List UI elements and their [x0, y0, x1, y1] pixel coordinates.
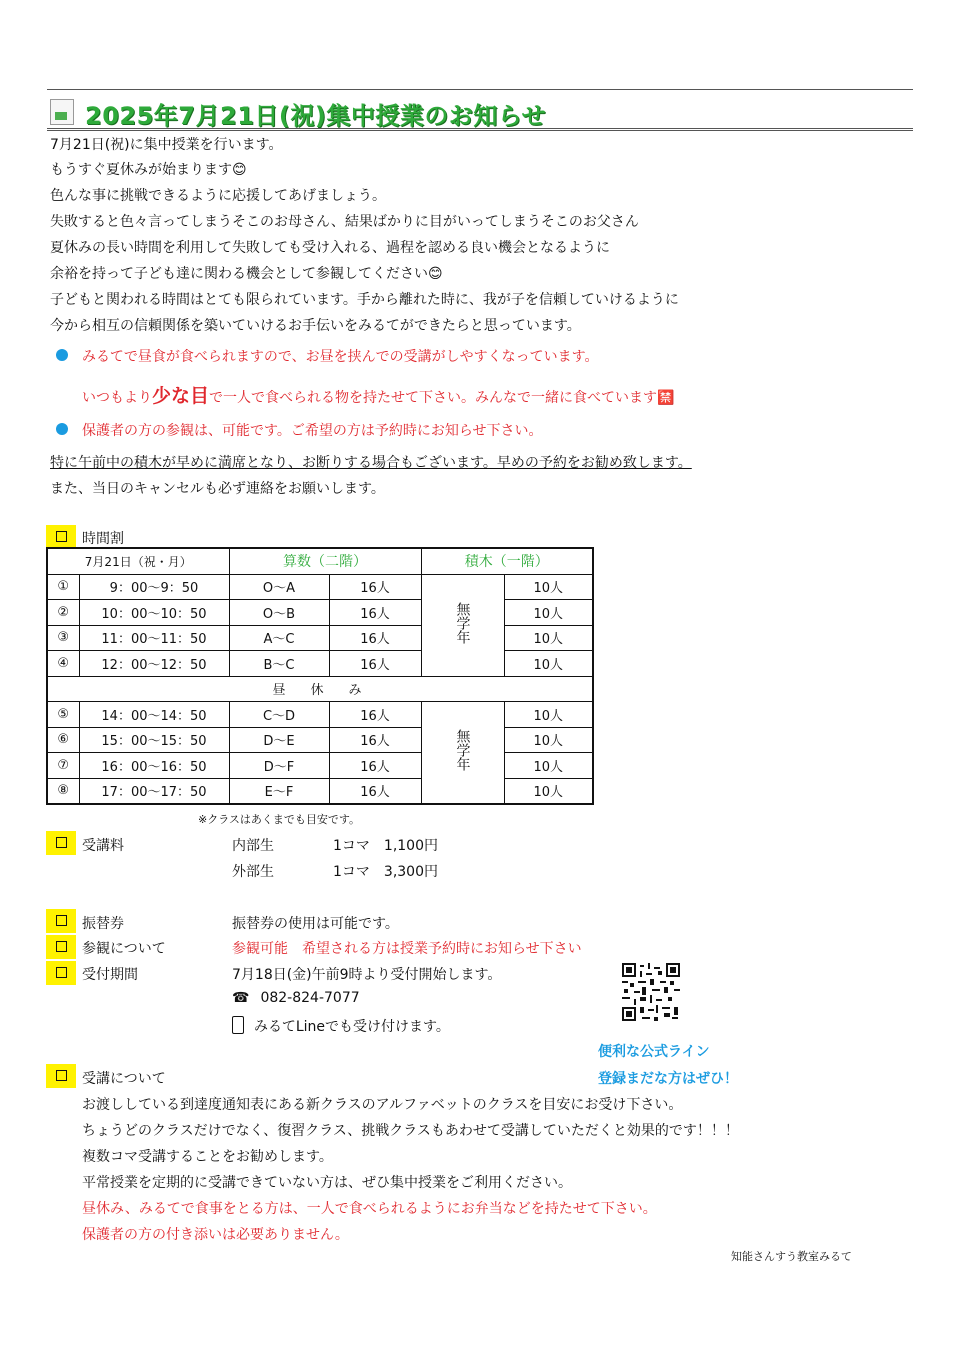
tsumiki-capacity: 10人 [504, 702, 593, 728]
footer-school-name: 知能さんすう教室みるて [731, 1250, 852, 1263]
table-row [47, 625, 593, 651]
line-contact-text: みるてLineでも受け付けます。 [254, 1019, 450, 1035]
period-number: ② [47, 600, 79, 626]
period-time: 14：00～14：50 [79, 702, 229, 728]
capacity: 16人 [329, 651, 421, 677]
period-time: 11：00～11：50 [79, 625, 229, 651]
tsumiki-header: 積木（一階） [421, 548, 593, 574]
intro-line: 色んな事に挑戦できるように応援してあげましょう。 [50, 188, 386, 204]
bullet-icon [56, 349, 68, 361]
notice-reservation: 特に午前中の積木が早めに満席となり、お断りする場合もございます。早めの予約をお勧め致します。 [50, 455, 692, 471]
capacity: 16人 [329, 753, 421, 779]
capacity: 16人 [329, 600, 421, 626]
fee-external-value: 1コマ 3,300円 [333, 864, 438, 880]
class-range: A～C [229, 625, 329, 651]
calendar-icon [50, 99, 74, 125]
period-time: 10：00～10：50 [79, 600, 229, 626]
fee-internal-value: 1コマ 1,100円 [333, 838, 438, 854]
section-checkbox-icon [46, 961, 76, 985]
section-uketsuke-label: 受付期間 [82, 967, 138, 983]
tsumiki-capacity: 10人 [504, 600, 593, 626]
class-range: C～D [229, 702, 329, 728]
mobile-phone-icon [232, 1016, 244, 1034]
jukou-line: 複数コマ受講することをお勧めします。 [82, 1149, 333, 1165]
period-time: 16：00～16：50 [79, 753, 229, 779]
sankan-text: 参観可能 希望される方は授業予約時にお知らせ下さい [232, 941, 582, 957]
mugaku-label: 無学年 [454, 601, 471, 644]
fee-external-label: 外部生 [232, 864, 274, 880]
class-range: B～C [229, 651, 329, 677]
intro-line: 7月21日(祝)に集中授業を行います。 [50, 137, 283, 153]
period-number: ⑦ [47, 753, 79, 779]
class-range: O～A [229, 574, 329, 600]
period-number: ① [47, 574, 79, 600]
period-number: ⑥ [47, 727, 79, 753]
furikae-text: 振替券の使用は可能です。 [232, 916, 399, 932]
tsumiki-capacity: 10人 [504, 778, 593, 804]
line-promo-1: 便利な公式ライン [598, 1044, 710, 1060]
jukou-red-line: 保護者の方の付き添いは必要ありません。 [82, 1227, 349, 1243]
intro-line: 今から相互の信頼関係を築いていけるお手伝いをみるてができたらと思っています。 [50, 318, 581, 334]
section-checkbox-icon [46, 525, 76, 549]
jukou-red-line: 昼休み、みるてで食事をとる方は、一人で食べられるようにお弁当などを持たせて下さい。 [82, 1201, 657, 1217]
title-bar [47, 96, 913, 131]
intro-line: 余裕を持って子ども達に関わる機会として参観してください😊 [50, 266, 443, 282]
date-header: 7月21日（祝・月） [47, 548, 229, 574]
table-row [47, 778, 593, 804]
phone-line [232, 990, 360, 1006]
notice-cancel: また、当日のキャンセルも必ず連絡をお願いします。 [50, 481, 385, 497]
period-number: ③ [47, 625, 79, 651]
intro-line: 子どもと関われる時間はとても限られています。手から離れた時に、我が子を信頼していけるように [50, 292, 679, 308]
table-row [47, 651, 593, 677]
notice-lunch: みるてで昼食が食べられますので、お昼を挟んでの受講がしやすくなっています。 [82, 349, 599, 365]
mugaku-label: 無学年 [454, 729, 471, 771]
mugaku-cell [421, 574, 504, 676]
mugaku-cell [421, 702, 504, 805]
line-contact [232, 1016, 450, 1036]
bullet-icon [56, 423, 68, 435]
intro-line: 夏休みの長い時間を利用して失敗しても受け入れる、過程を認める良い機会となるように [50, 240, 610, 256]
section-checkbox-icon [46, 909, 76, 933]
page-title: 2025年7月21日(祝)集中授業のお知らせ [85, 102, 547, 130]
section-furikae-label: 振替券 [82, 916, 124, 932]
timetable [46, 547, 594, 805]
fee-internal-label: 内部生 [232, 838, 274, 854]
intro-line: 失敗すると色々言ってしまうそこのお母さん、結果ばかりに目がいってしまうそこのお父さん [50, 214, 639, 230]
table-row [47, 600, 593, 626]
period-time: 12：00～12：50 [79, 651, 229, 677]
capacity: 16人 [329, 625, 421, 651]
capacity: 16人 [329, 778, 421, 804]
sansu-header: 算数（二階） [229, 548, 421, 574]
lunch-break-row: 昼 休 み [47, 676, 593, 702]
capacity: 16人 [329, 702, 421, 728]
section-sankan-label: 参観について [82, 941, 166, 957]
notice-lunch-detail [82, 381, 674, 408]
jukou-line: お渡ししている到達度通知表にある新クラスのアルファベットのクラスを目安にお受け下さい。 [82, 1097, 683, 1113]
notice-emphasis: 少な目 [152, 385, 210, 407]
uketsuke-text: 7月18日(金)午前9時より受付開始します。 [232, 967, 502, 983]
period-number: ④ [47, 651, 79, 677]
class-range: E～F [229, 778, 329, 804]
section-fee-label: 受講料 [82, 838, 124, 854]
capacity: 16人 [329, 574, 421, 600]
period-time: 17：00～17：50 [79, 778, 229, 804]
section-timetable-label: 時間割 [82, 531, 124, 547]
notice-post: で一人で食べられる物を持たせて下さい。みんなで一緒に食べています🈲 [209, 390, 675, 406]
tsumiki-capacity: 10人 [504, 574, 593, 600]
class-range: D～F [229, 753, 329, 779]
section-checkbox-icon [46, 831, 76, 855]
top-rule [47, 89, 913, 90]
class-range: O～B [229, 600, 329, 626]
tsumiki-capacity: 10人 [504, 625, 593, 651]
table-row [47, 753, 593, 779]
period-time: 15：00～15：50 [79, 727, 229, 753]
table-row [47, 574, 593, 600]
period-number: ⑤ [47, 702, 79, 728]
table-row [47, 727, 593, 753]
tsumiki-capacity: 10人 [504, 753, 593, 779]
class-range: D～E [229, 727, 329, 753]
section-checkbox-icon [46, 1064, 76, 1088]
jukou-line: 平常授業を定期的に受講できていない方は、ぜひ集中授業をご利用ください。 [82, 1175, 572, 1191]
period-time: 9：00～9：50 [79, 574, 229, 600]
section-checkbox-icon [46, 935, 76, 959]
line-promo-2: 登録まだな方はぜひ！ [598, 1071, 738, 1087]
section-jukou-label: 受講について [82, 1071, 166, 1087]
notice-pre: いつもより [82, 390, 152, 406]
notice-observe: 保護者の方の参観は、可能です。ご希望の方は予約時にお知らせ下さい。 [82, 423, 543, 439]
qr-code-icon[interactable] [622, 963, 680, 1021]
intro-line: もうすぐ夏休みが始まります😊 [50, 162, 247, 178]
tsumiki-capacity: 10人 [504, 727, 593, 753]
period-number: ⑧ [47, 778, 79, 804]
jukou-line: ちょうどのクラスだけでなく、復習クラス、挑戦クラスもあわせて受講していただくと効果的です！！！ [82, 1123, 739, 1139]
phone-number[interactable]: 082-824-7077 [260, 990, 360, 1006]
tsumiki-capacity: 10人 [504, 651, 593, 677]
timetable-note: ※クラスはあくまでも目安です。 [198, 813, 361, 826]
capacity: 16人 [329, 727, 421, 753]
table-row [47, 702, 593, 728]
phone-icon: ☎ [232, 990, 250, 1006]
